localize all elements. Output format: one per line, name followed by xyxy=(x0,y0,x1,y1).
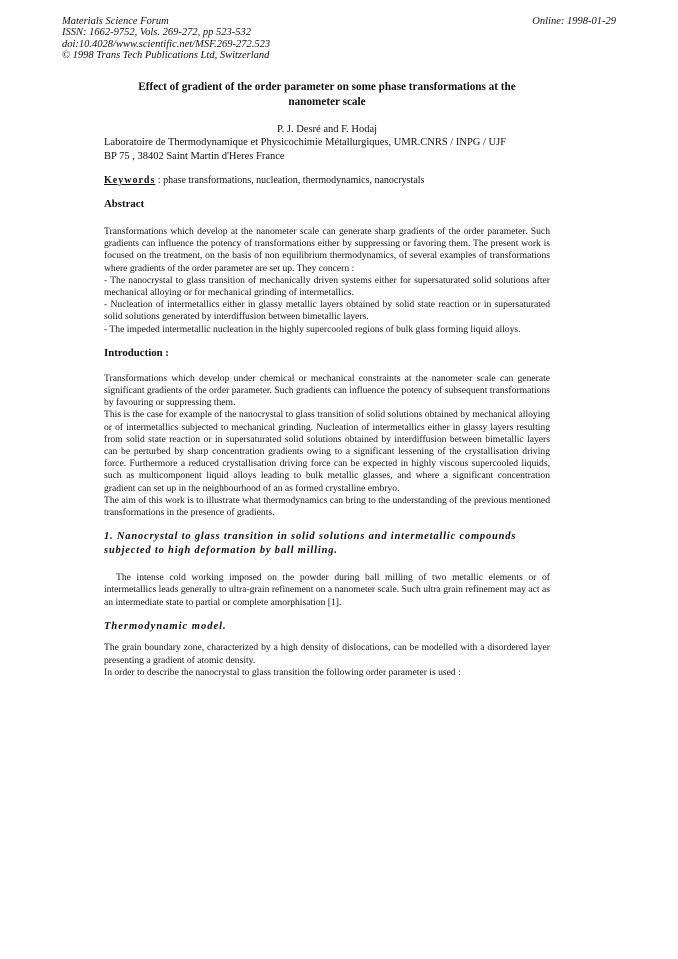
issn-line: ISSN: 1662-9752, Vols. 269-272, pp 523-532 xyxy=(62,27,251,39)
abstract-item: - The impeded intermetallic nucleation in the highly supercooled regions of bulk glass forming liquid alloys. xyxy=(104,323,521,335)
affiliation-line: Laboratoire de Thermodynamique et Physicochimie Métallurgiques, UMR.CNRS / INPG / UJF xyxy=(104,137,507,148)
journal-header xyxy=(62,16,270,61)
journal-name: Materials Science Forum xyxy=(62,16,169,27)
introduction-heading: Introduction : xyxy=(104,346,169,359)
thermodynamic-model-body xyxy=(104,642,550,679)
thermodynamic-paragraph: In order to describe the nanocrystal to glass transition the following order parameter is used : xyxy=(104,666,461,678)
abstract-item: - The nanocrystal to glass transition of mechanically driven systems either for supersaturated solid solutions after mechanical alloying or for mechanical grinding of intermetallics. xyxy=(104,274,550,299)
affiliation-line: BP 75 , 38402 Saint Martin d'Heres France xyxy=(104,150,285,162)
abstract-item: - Nucleation of intermetallics either in glassy metallic layers obtained by solid state reaction or in supersaturated solid solutions generated by interdiffusion between bimetallic layers. xyxy=(104,299,550,323)
introduction-body xyxy=(104,373,550,519)
paper-authors: P. J. Desré and F. Hodaj xyxy=(276,124,378,135)
paper-title: Effect of gradient of the order parameter on some phase transformations at the nanometer scale xyxy=(138,81,516,108)
introduction-paragraph: This is the case for example of the nanocrystal to glass transition of solid solutions obtained by mechanical alloying or of intermetallics subjected to mechanical grinding. Nucleation of intermetallics either in glassy layers resulting from solid state reaction or in supersaturated solid solutions obtained by interdiffusion between bimetallic layers can be perturbed by sharp concentration gradients owing to a significant lessening of the crystallisation driving force. Furthermore a reduced crystallisation driving force can be expected in highly viscous supercooled liquids, such as multicomponent liquid alloys leading to bulk metallic glasses, and where a significant concentration gradient can set up in the neighbourhood of an as formed crystalline embryo. xyxy=(104,409,550,494)
section-1-heading: 1. Nanocrystal to glass transition in solid solutions and intermetallic compounds subjected to high deformation by ball milling. xyxy=(104,531,517,556)
doi-line: doi:10.4028/www.scientific.net/MSF.269-272.523 xyxy=(62,38,271,50)
abstract-body xyxy=(104,226,550,336)
thermodynamic-model-heading: Thermodynamic model. xyxy=(104,620,227,632)
abstract-paragraph: Transformations which develop at the nanometer scale can generate sharp gradients of the order parameter. Such gradients can influence the potency of transformations either by suppressing or favoring them. The present work is focused on the treatment, on the basis of non equilibrium thermodynamics, of several examples of transformations where gradients of the order parameter are set up. They concern : xyxy=(104,226,550,274)
introduction-paragraph: Transformations which develop under chemical or mechanical constraints at the nanometer scale can generate significant gradients of the order parameter. Such gradients can influence the potency of subsequent transformations by favouring or suppressing them. xyxy=(104,372,550,409)
introduction-paragraph: The aim of this work is to illustrate what thermodynamics can bring to the understanding of the previous mentioned transformations in the presence of gradients. xyxy=(104,494,550,519)
paper-body xyxy=(104,80,550,679)
keywords-label: Keywords xyxy=(104,175,156,186)
keywords xyxy=(104,174,550,187)
copyright-line: © 1998 Trans Tech Publications Ltd, Switzerland xyxy=(62,49,270,61)
thermodynamic-paragraph: The grain boundary zone, characterized by a high density of dislocations, can be modelled with a disordered layer presenting a gradient of atomic density. xyxy=(104,642,550,666)
keywords-text: : phase transformations, nucleation, thermodynamics, nanocrystals xyxy=(155,175,425,186)
section-1-body xyxy=(104,572,550,609)
section-1-paragraph: The intense cold working imposed on the powder during ball milling of two metallic elements or of intermetallics leads generally to ultra-grain refinement on a nanometer scale. Such ultra grain refinement may act as an intermediate state to partial or complete amorphisation [1]. xyxy=(104,572,550,608)
abstract-heading: Abstract xyxy=(104,198,145,210)
online-date: Online: 1998-01-29 xyxy=(532,16,616,27)
affiliation xyxy=(104,136,550,163)
